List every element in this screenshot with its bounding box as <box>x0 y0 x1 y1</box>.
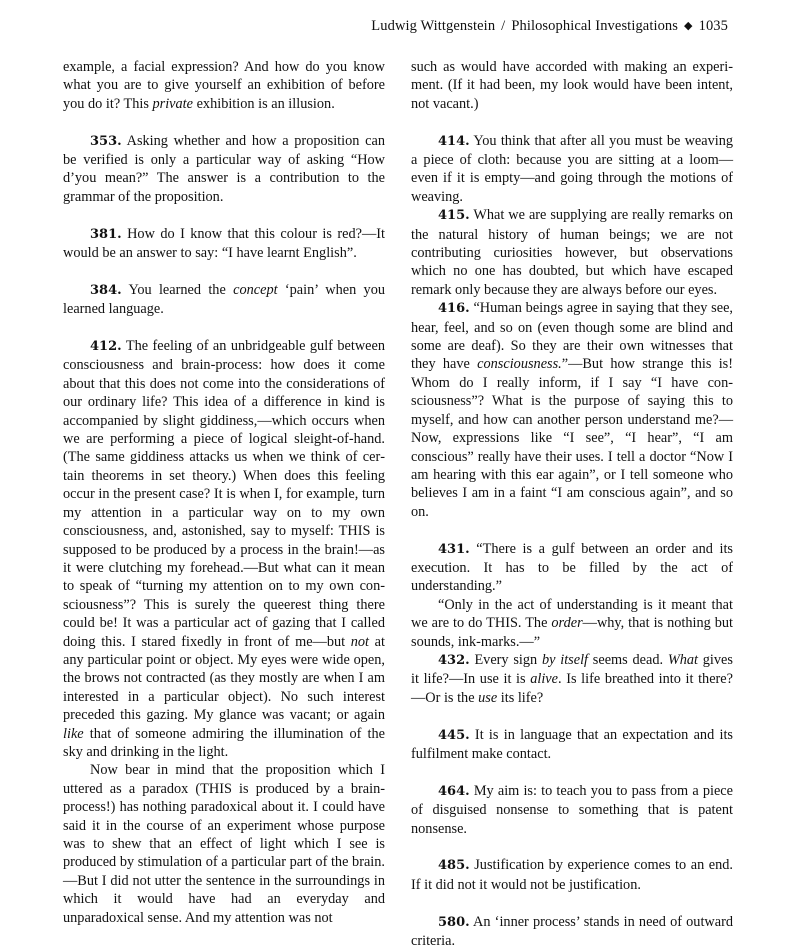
section-number: 580. <box>438 914 470 930</box>
diamond-ornament-icon: ◆ <box>684 20 693 32</box>
right-column <box>411 58 733 950</box>
paragraph-continuation: example, a facial expression? And how do you know what you are to give yourself an exhibition of before you do it? This private exhibition is an illusion. <box>63 59 385 112</box>
section-445: 445. It is in language that an expectation and its fulfilment make contact. <box>411 726 733 762</box>
section-431: 431. “There is a gulf between an order and its execution. It has to be filled by the act of understanding.” <box>411 540 733 595</box>
page-number: 1035 <box>698 18 728 34</box>
section-432: 432. Every sign by itself seems dead. What gives it life?—In use it is alive. Is life breathed into it there?—Or is the use its life? <box>411 651 733 706</box>
section-number: 445. <box>438 727 470 743</box>
running-header <box>371 18 728 35</box>
section-412: 412. The feeling of an unbridgeable gulf between consciousness and brain-process: how does it come about that this does not come into the considerations of our ordinary life? This idea of a difference in kind is accompanied by slight giddiness,—which occurs when we are performing a piece of logical sleight-of-hand. (The same giddiness attacks us when we think of certain theorems in set theory.) When does this feeling occur in the present case? It is when I, for example, turn my attention in a particular way on to my own consciousness, and, astonished, say to myself: THIS is supposed to be produced by a process in the brain!—as it were clutching my forehead.—But what can it mean to speak of “turning my attention on to my own consciousness”? This is surely the queerest thing there could be! It was a particular act of gazing that I called doing this. I stared fixedly in front of me—but not at any particular point or object. My eyes were wide open, the brows not contracted (as they mostly are when I am interested in a particular object). No such interest preceded this gazing. My glance was vacant; or again like that of someone admiring the illumination of the sky and drinking in the light. <box>63 338 385 760</box>
section-416: 416. “Human beings agree in saying that they see, hear, feel, and so on (even though some are blind and some are deaf). So they are their own witnesses that they have consciousness.”—But how strange this is! Whom do I really inform, if I say “I have consciousness”? What is the purpose of saying this to myself, and how can another person understand me?—Now, expressions like “I see”, “I hear”, “I am conscious” really have their uses. I tell a doctor “Now I am hearing with this ear again”, or I tell someone who believes I am in a faint “I am conscious again”, and so on. <box>411 300 733 520</box>
section-580: 580. An ‘inner process’ stands in need of outward criteria. <box>411 913 733 949</box>
section-number: 412. <box>90 339 122 355</box>
section-number: 414. <box>438 133 470 149</box>
left-column <box>63 58 385 927</box>
header-separator: / <box>501 18 506 34</box>
section-number: 432. <box>438 652 470 668</box>
section-485: 485. Justification by experience comes to an end. If it did not it would not be justification. <box>411 857 733 893</box>
section-415: 415. What we are supplying are really remarks on the natural history of human beings; we are not contributing curiosities however, but observations which no one has doubted, but which have escaped remark only because they are always before our eyes. <box>411 207 733 298</box>
section-412-paragraph-2: Now bear in mind that the proposition which I uttered as a paradox (THIS is produced by a brain-process!) has nothing paradoxical about it. I could have said it in the course of an experiment whose purpose was to shew that an effect of light which I see is produced by stimulation of a particular part of the brain.—But I did not utter the sentence in the surroundings in which it would have had an everyday and unparadoxical sense. And my attention was not <box>63 762 385 926</box>
section-number: 416. <box>438 301 470 317</box>
section-384: 384. You learned the concept ‘pain’ when you learned language. <box>63 281 385 318</box>
paragraph-continuation: such as would have accorded with making an experiment. (If it had been, my look would have been intent, not vacant.) <box>411 59 733 112</box>
section-431-paragraph-2: “Only in the act of understanding is it meant that we are to do THIS. The order—why, that is nothing but sounds, ink-marks.—” <box>411 596 733 650</box>
section-353: 353. Asking whether and how a proposition can be verified is only a particular way of asking “How d’you mean?” The answer is a contribution to the grammar of the proposition. <box>63 132 385 205</box>
section-381: 381. How do I know that this colour is red?—It would be an answer to say: “I have learnt English”. <box>63 225 385 262</box>
section-number: 415. <box>438 208 470 224</box>
header-work-title: Philosophical Investigations <box>511 18 679 34</box>
section-number: 381. <box>90 226 122 242</box>
section-number: 353. <box>90 133 122 149</box>
section-number: 485. <box>438 858 470 874</box>
section-number: 384. <box>90 282 122 298</box>
section-number: 431. <box>438 541 470 557</box>
header-author: Ludwig Wittgenstein <box>371 18 496 34</box>
section-number: 464. <box>438 783 470 799</box>
section-464: 464. My aim is: to teach you to pass from a piece of disguised nonsense to something that is patent nonsense. <box>411 782 733 837</box>
section-414: 414. You think that after all you must be weaving a piece of cloth: because you are sitting at a loom—even if it is empty—and going through the motions of weaving. <box>411 132 733 205</box>
